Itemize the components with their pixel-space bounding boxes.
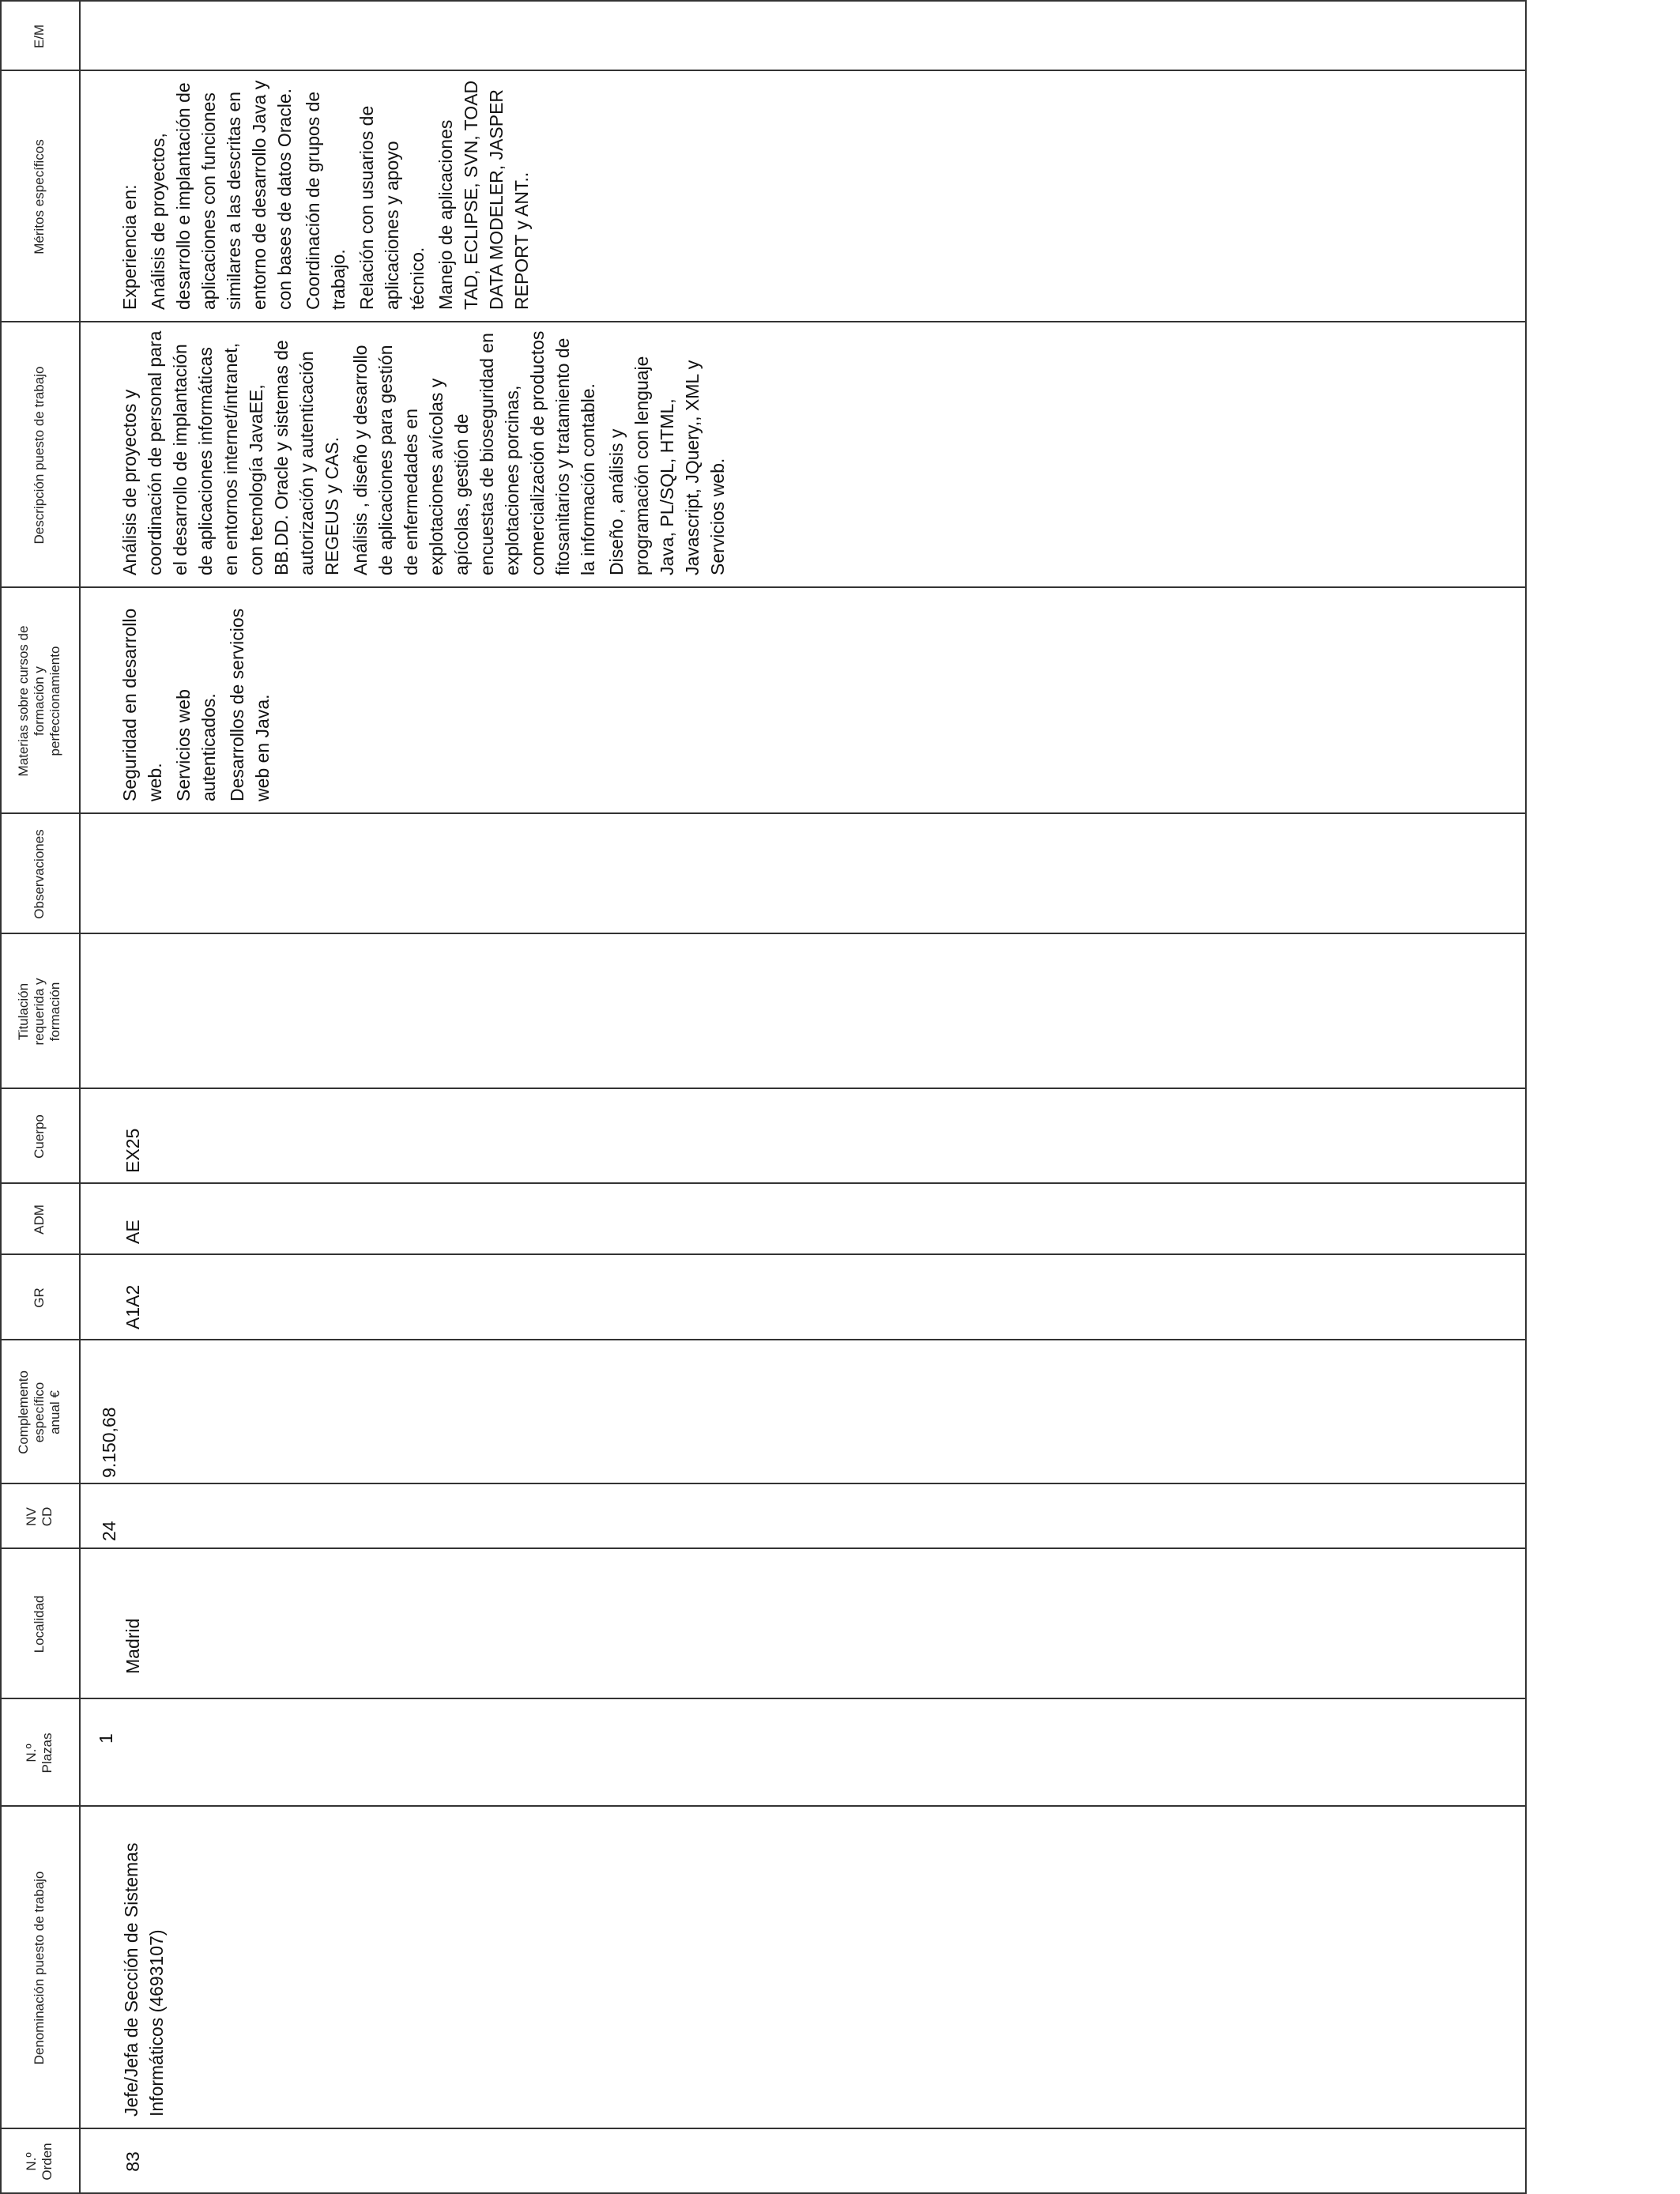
- column-divider: [0, 0, 1525, 2]
- header-nivel: NV CD: [24, 1506, 55, 1527]
- header-denominacion: Denominación puesto de trabajo: [32, 1871, 47, 2065]
- materia-item: Desarrollos de servicios web en Java.: [227, 608, 273, 801]
- cell-denominacion: Jefe/Jefa de Sección de Sistemas Informáticos (4693107): [121, 1842, 167, 2117]
- header-meritos: Méritos específicos: [32, 139, 47, 254]
- column-divider: [0, 933, 1525, 934]
- column-divider: [0, 1182, 1525, 1184]
- cell-adm: AE: [122, 1220, 143, 1244]
- cell-materias: [79, 588, 278, 814]
- cell-titulacion: [79, 934, 119, 1089]
- header-observaciones: Observaciones: [32, 829, 47, 919]
- header-localidad: Localidad: [32, 1595, 47, 1653]
- table-bottom-border: [1525, 0, 1527, 2194]
- column-divider: [0, 1547, 1525, 1549]
- header-orden: N.º Orden: [24, 2143, 55, 2181]
- column-divider: [0, 1483, 1525, 1484]
- header-grupo: GR: [32, 1287, 47, 1308]
- cell-nivel: 24: [99, 1521, 119, 1541]
- materia-item: Servicios web autenticados.: [173, 689, 219, 801]
- descripcion-paragraph: Análisis , diseño y desarrollo de aplicaciones para gestión de enfermedades en explotaciones avícolas y apícolas, gestión de encuestas de bioseguridad en explotaciones porcinas, comercialización de productos fitosanitarios y tratamiento de la información contable.: [350, 330, 598, 575]
- descripcion-paragraph: Análisis de proyectos y coordinación de personal para el desarrollo de implantación de aplicaciones informáticas en entornos internet/intranet, con tecnología JavaEE, BB.DD. Oracle y sistemas de autorización y autenticación REGEUS y CAS.: [119, 330, 342, 575]
- column-divider: [0, 1088, 1525, 1089]
- merito-item: Manejo de aplicaciones TAD, ECLIPSE, SVN, TOAD DATA MODELER, JASPER REPORT y ANT..: [435, 80, 532, 310]
- merito-item: Coordinación de grupos de trabajo.: [303, 91, 348, 310]
- cell-plazas: 1: [96, 1733, 116, 1744]
- merito-item: Relación con usuarios de aplicaciones y apoyo técnico.: [356, 105, 428, 310]
- cell-complemento: 9.150,68: [99, 1407, 119, 1478]
- cell-em: [79, 2, 119, 71]
- descripcion-paragraph: Diseño , análisis y programación con lenguaje Java, PL/SQL, HTML, Javascript, JQuery,, XML y Servicios web.: [606, 356, 728, 575]
- header-complemento: Complemento específico anual €: [16, 1370, 62, 1454]
- cell-meritos: [79, 71, 537, 322]
- header-em: E/M: [32, 24, 47, 49]
- header-descripcion: Descripción puesto de trabajo: [32, 366, 47, 545]
- column-divider: [0, 1253, 1525, 1255]
- cell-descripcion: [79, 322, 733, 588]
- header-adm: ADM: [32, 1204, 47, 1235]
- column-divider: [0, 2128, 1525, 2129]
- materia-item: Seguridad en desarrollo web.: [119, 608, 165, 801]
- header-plazas: N.º Plazas: [24, 1732, 55, 1774]
- cell-localidad: Madrid: [122, 1618, 143, 1674]
- header-titulacion: Titulación requerida y formación: [16, 978, 62, 1046]
- cell-observaciones: [79, 814, 119, 934]
- header-materias: Materias sobre cursos de formación y perfeccionamiento: [16, 625, 62, 777]
- cell-grupo: A1A2: [122, 1284, 143, 1329]
- cell-cuerpo: EX25: [122, 1128, 143, 1173]
- column-divider: [0, 1805, 1525, 1807]
- column-divider: [0, 1339, 1525, 1340]
- meritos-intro: Experiencia en:: [119, 184, 140, 310]
- header-cuerpo: Cuerpo: [32, 1114, 47, 1159]
- column-divider: [0, 1698, 1525, 1699]
- cell-orden: 83: [122, 2151, 143, 2172]
- merito-item: Análisis de proyectos, desarrollo e implantación de aplicaciones con funciones similares a las descritas en entorno de desarrollo Java y con bases de datos Oracle.: [148, 80, 295, 310]
